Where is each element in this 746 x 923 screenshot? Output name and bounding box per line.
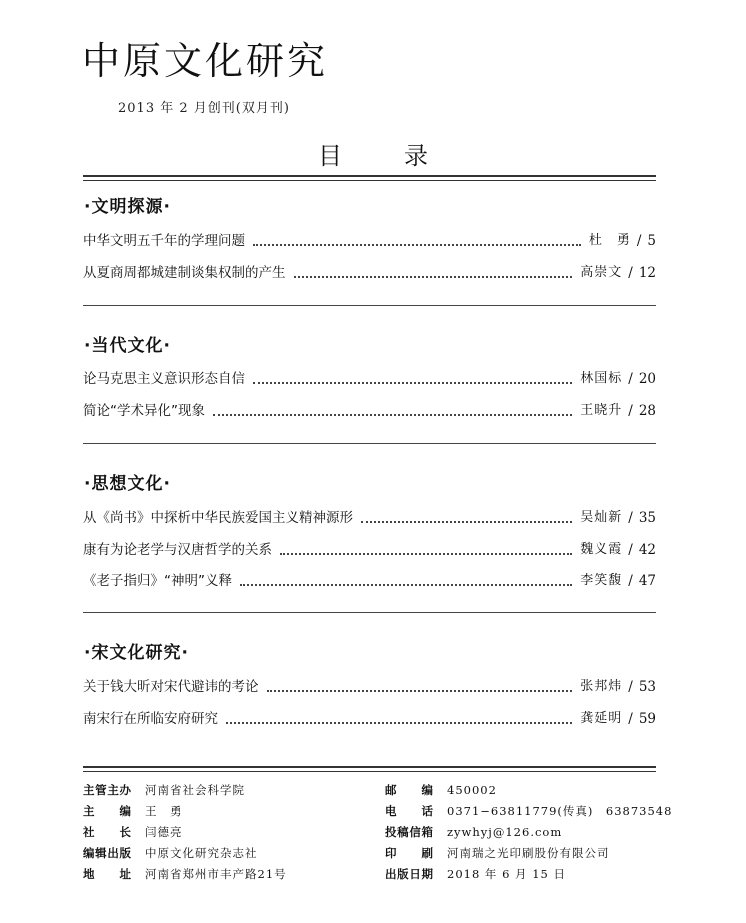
info-label: 电 话 [385, 804, 433, 818]
entry-title[interactable]: 从《尚书》中探析中华民族爱国主义精神源形 [83, 510, 353, 526]
entry-page: 42 [638, 542, 656, 558]
toc-entry[interactable]: 《老子指归》“神明”义释 李笑馥 / 47 [83, 573, 656, 589]
entry-title[interactable]: 关于钱大昕对宋代避讳的考论 [83, 679, 259, 695]
dot-leader [280, 553, 572, 555]
info-row-editor [83, 801, 183, 821]
dot-leader [361, 521, 572, 523]
section-title-text: 文明探源 [91, 197, 164, 217]
toc-entry[interactable]: 从《尚书》中探析中华民族爱国主义精神源形 吴灿新 / 35 [83, 510, 656, 526]
info-row-publisher [83, 843, 258, 863]
info-value: 450002 [447, 783, 497, 797]
info-row-sponsor [83, 780, 245, 800]
entry-author: 李笑馥 [580, 573, 623, 588]
entry-author: 林国标 [580, 371, 623, 386]
entry-author: 张邦炜 [580, 679, 623, 694]
info-label: 印 刷 [385, 846, 433, 860]
info-row-phone [385, 801, 672, 821]
entry-author: 高崇文 [580, 265, 623, 280]
section-title-text: 当代文化 [91, 336, 164, 356]
dot-leader [240, 584, 572, 586]
info-row-postcode [385, 780, 497, 800]
entry-author: 魏义霞 [580, 542, 623, 557]
entry-title[interactable]: 论马克思主义意识形态自信 [83, 371, 245, 387]
toc-entry[interactable]: 南宋行在所临安府研究 龚延明 / 59 [83, 711, 656, 727]
entry-page: 59 [638, 711, 656, 727]
entry-page: 35 [638, 510, 656, 526]
entry-page: 47 [638, 573, 656, 589]
section-divider [83, 612, 656, 613]
entry-title[interactable]: 南宋行在所临安府研究 [83, 711, 218, 727]
section-title-text: 思想文化 [91, 474, 164, 494]
submission-email-link[interactable]: zywhyj@126.com [447, 825, 563, 839]
entry-title[interactable]: 从夏商周都城建制谈集权制的产生 [83, 265, 286, 281]
entry-author: 杜 勇 [588, 233, 631, 248]
magazine-title: 中原文化研究 [82, 39, 329, 83]
info-value: 0371−63811779(传真) 63873548 [447, 804, 673, 818]
dot-leader [213, 414, 572, 416]
section-divider [83, 305, 656, 306]
toc-entry[interactable]: 从夏商周都城建制谈集权制的产生 高崇文 / 12 [83, 265, 656, 281]
entry-author: 龚延明 [580, 711, 623, 726]
info-label: 投稿信箱 [385, 825, 433, 839]
info-label: 邮 编 [385, 783, 433, 797]
info-value: 中原文化研究杂志社 [145, 846, 258, 860]
dot-leader [267, 690, 573, 692]
dot-leader [253, 382, 572, 384]
toc-entry[interactable]: 关于钱大昕对宋代避讳的考论 张邦炜 / 53 [83, 679, 656, 695]
entry-title[interactable]: 康有为论老学与汉唐哲学的关系 [83, 542, 272, 558]
dot-leader [253, 244, 581, 246]
entry-title[interactable]: 简论“学术异化”现象 [83, 403, 205, 419]
section-title-sixiang: ·思想文化· [84, 474, 171, 494]
dot-leader [294, 276, 573, 278]
info-row-pubdate [385, 864, 566, 884]
toc-entry[interactable]: 康有为论老学与汉唐哲学的关系 魏义霞 / 42 [83, 542, 656, 558]
entry-page: 53 [638, 679, 656, 695]
toc-entry[interactable]: 简论“学术异化”现象 王晓升 / 28 [83, 403, 656, 419]
info-label: 出版日期 [385, 867, 433, 881]
info-label: 主管主办 [83, 783, 131, 797]
info-value: 河南瑞之光印刷股份有限公司 [447, 846, 610, 860]
section-title-wenming: ·文明探源· [84, 197, 171, 217]
section-title-text: 宋文化研究 [91, 643, 182, 663]
info-row-address [83, 864, 287, 884]
info-value: 河南省社会科学院 [145, 783, 245, 797]
toc-entry[interactable]: 中华文明五千年的学理问题 杜 勇 / 5 [83, 233, 656, 249]
entry-page: 12 [638, 265, 656, 281]
section-title-song: ·宋文化研究· [84, 643, 189, 663]
toc-heading-rule [83, 175, 656, 181]
info-value: 王 勇 [145, 804, 183, 818]
toc-entry[interactable]: 论马克思主义意识形态自信 林国标 / 20 [83, 371, 656, 387]
info-label: 编辑出版 [83, 846, 131, 860]
entry-author: 吴灿新 [580, 510, 623, 525]
entry-page: 20 [638, 371, 656, 387]
dot-leader [226, 722, 572, 724]
info-row-printer [385, 843, 610, 863]
info-row-president [83, 822, 183, 842]
info-label: 社 长 [83, 825, 131, 839]
toc-heading: 目录 [318, 142, 490, 170]
founded-note: 2013 年 2 月创刊(双月刊) [118, 101, 290, 116]
info-label: 地 址 [83, 867, 131, 881]
entry-title[interactable]: 中华文明五千年的学理问题 [83, 233, 245, 249]
entry-page: 5 [647, 233, 656, 249]
section-title-dangdai: ·当代文化· [84, 336, 171, 356]
footer-rule [83, 766, 656, 772]
info-value: 闫德亮 [145, 825, 183, 839]
info-label: 主 编 [83, 804, 131, 818]
entry-page: 28 [638, 403, 656, 419]
info-value: 河南省郑州市丰产路21号 [145, 867, 287, 881]
info-row-email [385, 822, 562, 842]
entry-author: 王晓升 [580, 403, 623, 418]
section-divider [83, 443, 656, 444]
entry-title[interactable]: 《老子指归》“神明”义释 [83, 573, 232, 589]
info-value: 2018 年 6 月 15 日 [447, 867, 566, 881]
